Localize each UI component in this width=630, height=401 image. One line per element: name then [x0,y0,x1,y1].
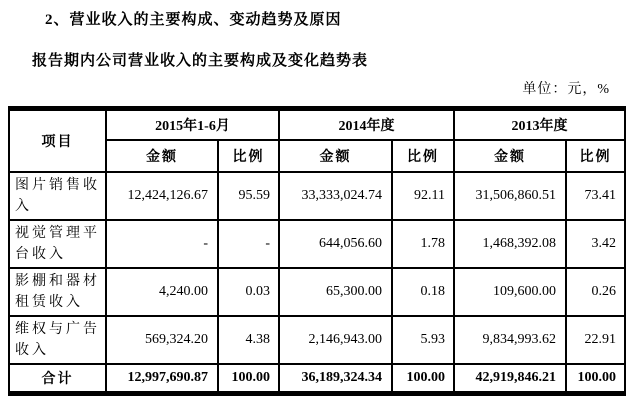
ratio-cell: 92.11 [392,172,454,220]
col-header-amount-2013: 金额 [454,140,566,172]
col-header-period-2015: 2015年1-6月 [106,109,279,140]
col-header-ratio-2015: 比例 [218,140,279,172]
amount-cell: 65,300.00 [279,268,392,316]
amount-cell: 36,189,324.34 [279,364,392,394]
ratio-cell: 1.78 [392,220,454,268]
row-label: 影棚和器材租赁收入 [9,268,106,316]
ratio-cell: 100.00 [218,364,279,394]
amount-cell: 9,834,993.62 [454,316,566,364]
amount-cell: 109,600.00 [454,268,566,316]
section-title: 2、营业收入的主要构成、变动趋势及原因 [45,12,342,28]
header-row-periods [9,109,625,140]
total-label: 合计 [9,364,106,394]
ratio-cell: 0.18 [392,268,454,316]
col-header-ratio-2013: 比例 [566,140,625,172]
col-header-item: 项目 [9,109,106,172]
amount-cell: 12,997,690.87 [106,364,218,394]
col-header-period-2013: 2013年度 [454,109,625,140]
ratio-cell: 0.03 [218,268,279,316]
row-label: 维权与广告收入 [9,316,106,364]
table-row [9,268,625,316]
ratio-cell: 100.00 [566,364,625,394]
revenue-composition-table [8,106,626,396]
ratio-cell: 95.59 [218,172,279,220]
ratio-cell: 100.00 [392,364,454,394]
table-caption: 报告期内公司营业收入的主要构成及变化趋势表 [32,53,369,69]
amount-cell: 31,506,860.51 [454,172,566,220]
amount-cell: - [106,220,218,268]
ratio-cell: - [218,220,279,268]
col-header-amount-2015: 金额 [106,140,218,172]
ratio-cell: 73.41 [566,172,625,220]
amount-cell: 42,919,846.21 [454,364,566,394]
amount-cell: 4,240.00 [106,268,218,316]
total-row [9,364,625,394]
table-row [9,316,625,364]
amount-cell: 569,324.20 [106,316,218,364]
ratio-cell: 22.91 [566,316,625,364]
amount-cell: 1,468,392.08 [454,220,566,268]
col-header-ratio-2014: 比例 [392,140,454,172]
ratio-cell: 4.38 [218,316,279,364]
ratio-cell: 5.93 [392,316,454,364]
amount-cell: 33,333,024.74 [279,172,392,220]
ratio-cell: 0.26 [566,268,625,316]
amount-cell: 12,424,126.67 [106,172,218,220]
amount-cell: 2,146,943.00 [279,316,392,364]
unit-note: 单位：元，% [522,82,610,97]
amount-cell: 644,056.60 [279,220,392,268]
col-header-period-2014: 2014年度 [279,109,454,140]
row-label: 视觉管理平台收入 [9,220,106,268]
col-header-amount-2014: 金额 [279,140,392,172]
table-row [9,220,625,268]
row-label: 图片销售收入 [9,172,106,220]
table-row [9,172,625,220]
ratio-cell: 3.42 [566,220,625,268]
